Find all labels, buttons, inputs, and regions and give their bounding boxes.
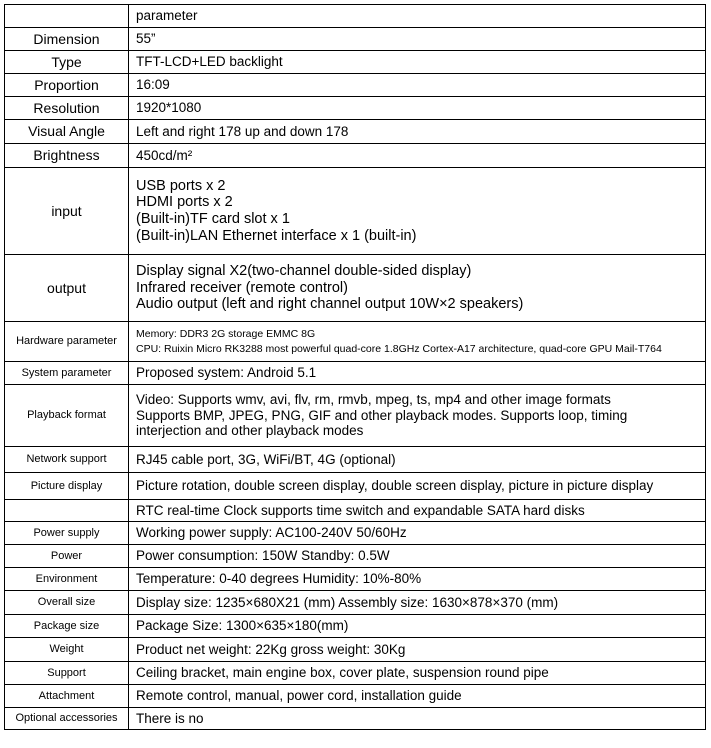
table-row-network [5,447,706,473]
table-row-optional [5,708,706,730]
spec-table [4,4,706,730]
value-line: Video: Supports wmv, avi, flv, rm, rmvb, mpeg, ts, mp4 and other image formats [136,392,611,408]
row-value: TFT-LCD+LED backlight [129,51,706,74]
table-row-support [5,662,706,685]
table-row-overall-size [5,591,706,615]
table-row-resolution [5,97,706,120]
table-row-input [5,168,706,255]
value-line: (Built-in)TF card slot x 1 [136,211,290,227]
value-line: HDMI ports x 2 [136,194,233,211]
row-label: Visual Angle [5,120,129,144]
table-row-power [5,545,706,568]
row-label: System parameter [5,362,129,385]
row-value: Ceiling bracket, main engine box, cover plate, suspension round pipe [129,662,706,685]
row-value: 450cd/m² [129,144,706,168]
value-line: CPU: Ruixin Micro RK3288 most powerful quad-core 1.8GHz Cortex-A17 architecture, quad-core GPU Mail-T764 [136,343,662,355]
row-label: Dimension [5,28,129,51]
table-row-playback [5,385,706,447]
table-row-system [5,362,706,385]
value-line: Supports BMP, JPEG, PNG, GIF and other playback modes. Supports loop, timing [136,407,628,423]
row-label [5,5,129,28]
row-label [5,500,129,522]
row-value: Left and right 178 up and down 178 [129,120,706,144]
row-label: Power supply [5,522,129,545]
table-row-type [5,51,706,74]
row-label: Support [5,662,129,685]
table-row-proportion [5,74,706,97]
table-row-package-size [5,615,706,638]
row-label: Overall size [5,591,129,615]
row-value [129,168,706,255]
row-value: Temperature: 0-40 degrees Humidity: 10%-80% [129,568,706,591]
row-label: Playback format [5,385,129,447]
row-label: Proportion [5,74,129,97]
table-row-dimension [5,28,706,51]
row-value: Proposed system: Android 5.1 [129,362,706,385]
row-label: Package size [5,615,129,638]
row-value: Remote control, manual, power cord, installation guide [129,685,706,708]
row-label: Weight [5,638,129,662]
table-row-visual-angle [5,120,706,144]
row-label: Resolution [5,97,129,120]
table-row-header [5,5,706,28]
table-row-brightness [5,144,706,168]
row-value: RTC real-time Clock supports time switch and expandable SATA hard disks [129,500,706,522]
table-row-rtc [5,500,706,522]
row-label: Hardware parameter [5,322,129,362]
table-row-attachment [5,685,706,708]
table-row-picture [5,473,706,500]
row-value: 55” [129,28,706,51]
row-value: Package Size: 1300×635×180(mm) [129,615,706,638]
row-label: Type [5,51,129,74]
row-label: output [5,255,129,322]
row-value [129,255,706,322]
value-line: Infrared receiver (remote control) [136,279,348,296]
table-row-output [5,255,706,322]
row-label: Environment [5,568,129,591]
table-row-environment [5,568,706,591]
value-line: Display signal X2(two-channel double-sided display) [136,262,472,279]
row-value: Display size: 1235×680X21 (mm) Assembly size: 1630×878×370 (mm) [129,591,706,615]
row-label: input [5,168,129,255]
row-label: Brightness [5,144,129,168]
table-row-weight [5,638,706,662]
value-line: Memory: DDR3 2G storage EMMC 8G [136,327,316,340]
row-value: RJ45 cable port, 3G, WiFi/BT, 4G (optional) [129,447,706,473]
row-label: Attachment [5,685,129,708]
row-value: parameter [129,5,706,28]
row-value: There is no [129,708,706,730]
value-line: Audio output (left and right channel output 10W×2 speakers) [136,296,524,313]
value-line: interjection and other playback modes [136,423,364,439]
value-line: USB ports x 2 [136,177,226,194]
row-value: 16:09 [129,74,706,97]
row-value: Working power supply: AC100-240V 50/60Hz [129,522,706,545]
row-value [129,385,706,447]
table-row-power-supply [5,522,706,545]
row-label: Power [5,545,129,568]
row-value: Picture rotation, double screen display, double screen display, picture in picture display [129,473,706,500]
row-label: Network support [5,447,129,473]
row-value: 1920*1080 [129,97,706,120]
row-label: Picture display [5,473,129,500]
table-row-hardware [5,322,706,362]
row-value: Product net weight: 22Kg gross weight: 30Kg [129,638,706,662]
row-value: Power consumption: 150W Standby: 0.5W [129,545,706,568]
row-label: Optional accessories [5,708,129,730]
value-line: (Built-in)LAN Ethernet interface x 1 (built-in) [136,227,417,244]
row-value [129,322,706,362]
